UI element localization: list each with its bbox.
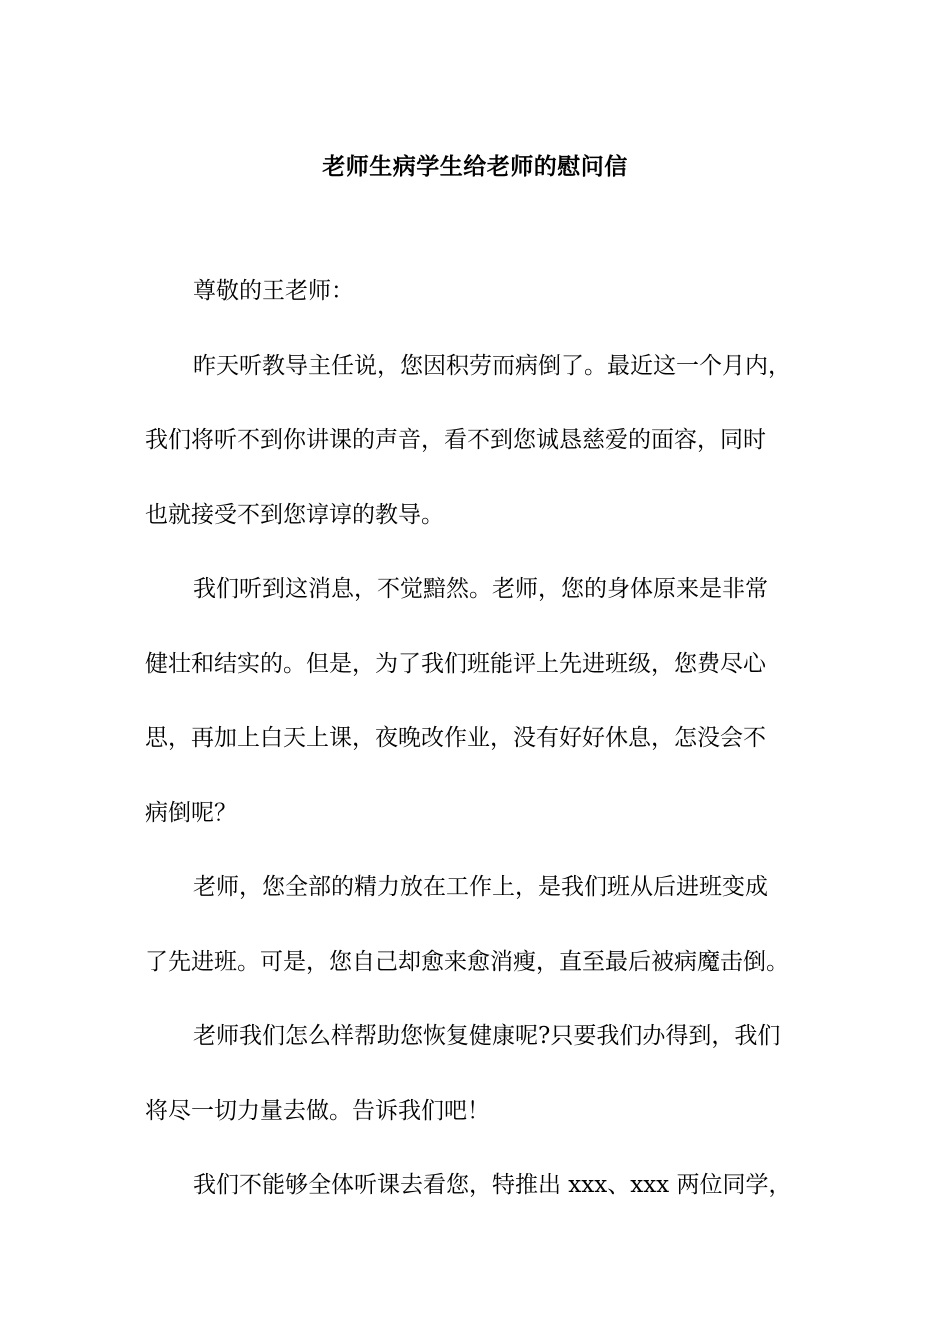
body-line: 病倒呢？ xyxy=(145,799,237,826)
salutation-line: 尊敬的王老师： xyxy=(193,278,354,304)
body-line: 也就接受不到您谆谆的教导。 xyxy=(145,501,444,528)
document-title: 老师生病学生给老师的慰问信 xyxy=(322,153,628,181)
body-line: 我们听到这消息，不觉黯然。老师，您的身体原来是非常 xyxy=(193,576,768,602)
body-line: 老师我们怎么样帮助您恢复健康呢?只要我们办得到，我们 xyxy=(193,1023,781,1049)
body-line: 我们不能够全体听课去看您，特推出 xxx、xxx 两位同学， xyxy=(193,1172,792,1198)
body-line: 老师，您全部的精力放在工作上，是我们班从后进班变成 xyxy=(193,874,768,900)
body-line: 思，再加上白天上课，夜晚改作业，没有好好休息，怎没会不 xyxy=(145,725,766,751)
body-line: 昨天听教导主任说，您因积劳而病倒了。最近这一个月内， xyxy=(193,352,791,379)
document-body xyxy=(145,254,815,1223)
body-line: 我们将听不到你讲课的声音，看不到您诚恳慈爱的面容，同时 xyxy=(145,427,766,453)
body-line: 将尽一切力量去做。告诉我们吧！ xyxy=(145,1097,490,1124)
body-line: 了先进班。可是，您自己却愈来愈消瘦，直至最后被病魔击倒。 xyxy=(145,948,789,975)
body-line: 健壮和结实的。但是，为了我们班能评上先进班级，您费尽心 xyxy=(145,650,766,677)
